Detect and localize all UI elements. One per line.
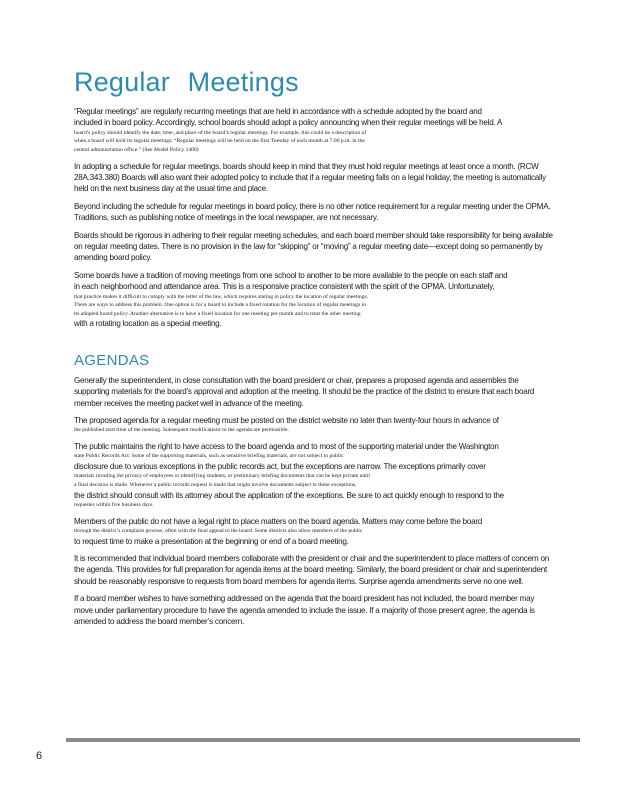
small-text-line: requester within five business days.	[74, 502, 154, 509]
paragraph-notice-requirement: Beyond including the schedule for regular meetings in board policy, there is no other notice requirement for a regular meeting under the OPMA. Traditions, such as publishing notice of meetings in the local newspaper, are not necessary.	[74, 201, 551, 223]
small-text-line: board’s policy should identify the date, time, and place of the board’s regular meetings. For example, this could be a description of	[74, 129, 367, 136]
small-text-line: that practice makes it difficult to comply with the letter of the law, which requires stating in policy the location of regular meetings.	[74, 293, 369, 300]
small-text-line: There are ways to address this problem. One option is for a board to include a fixed rotation for the location of regular meetings in	[74, 302, 366, 309]
page-title: Regular Meetings	[74, 67, 299, 97]
paragraph-adhering-schedules: Boards should be rigorous in adhering to their regular meeting schedules, and each board member should take responsibility for being available on regular meeting dates. There is no provision in the law for “skipping” or “moving” a regular meeting date—except doing so permanently by amending board policy.	[74, 230, 553, 263]
small-text-line: when a board will hold its regular meetings: “Regular meetings will be held on the first Tuesday of each month at 7:00 p.m. in the	[74, 138, 365, 145]
document-body	[74, 106, 554, 634]
paragraph-public-agenda-rights	[74, 516, 554, 547]
text-line: to request time to make a presentation at the beginning or end of a board meeting.	[74, 536, 349, 546]
paragraph-agenda-amendment: If a board member wishes to have something addressed on the agenda that the board president has not included, the board member may move under parliamentary procedure to have the agenda amended to include the issue. If a majority of those present agree, the agenda is amended to address the board member’s concern.	[74, 594, 535, 627]
small-text-line: its adopted board policy. Another alternative is to have a fixed location for one meeting per month and to treat the other meeting	[74, 310, 361, 317]
small-text-line: state Public Records Act. Some of the supporting materials, such as sensitive briefing materials, are not subject to public	[74, 453, 344, 460]
text-line: The public maintains the right to have access to the board agenda and to most of the supporting material under the Washington	[74, 442, 499, 452]
text-line: disclosure due to various exceptions in the public records act, but the exceptions are narrow. The exceptions primarily cover	[74, 462, 486, 472]
section-heading-agendas: AGENDAS	[74, 351, 150, 369]
small-text-line: materials invading the privacy of employees or identifying students, or preliminary briefing documents that can be kept private until	[74, 473, 370, 480]
text-line: “Regular meetings” are regularly recurring meetings that are held in accordance with a schedule adopted by the board and	[74, 107, 482, 116]
page-number: 6	[36, 750, 43, 762]
footer-divider	[66, 738, 580, 742]
paragraph-agenda-preparation: Generally the superintendent, in close consultation with the board president or chair, prepares a proposed agenda and assembles the supporting materials for the board’s approval and adoption at the meeting. It should be the practice of the district to ensure that each board member receives the meeting packet well in advance of the meeting.	[74, 375, 535, 408]
small-text-line: the published start time of the meeting. Subsequent modifications to the agenda are permissible.	[74, 427, 289, 434]
paragraph-meeting-schedule: In adopting a schedule for regular meetings, boards should keep in mind that they must hold regular meetings at least once a month. (RCW 28A.343.380) Boards will also want their adopted policy to include that if a regular meeting falls on a legal holiday, the meeting is automatically held on the next business day at the usual time and place.	[74, 161, 546, 194]
small-text-line: a final decision is made. Whenever a public records request is made that might involve documents subject to these exceptions,	[74, 482, 357, 489]
text-line: the district should consult with its attorney about the application of the exceptions. Be sure to act quickly enough to respond to the	[74, 490, 504, 500]
text-line: The proposed agenda for a regular meeting must be posted on the district website no later than twenty-four hours in advance of	[74, 416, 499, 426]
paragraph-regular-meetings-definition	[74, 106, 554, 155]
text-line: in each neighborhood and attendance area. This is a responsive practice consistent with the spirit of the OPMA. Unfortunately,	[74, 282, 495, 292]
text-line: with a rotating location as a special meeting.	[74, 319, 222, 329]
paragraph-agenda-posting	[74, 415, 554, 435]
paragraph-public-access	[74, 441, 554, 510]
paragraph-moving-meetings	[74, 270, 554, 330]
text-line: Members of the public do not have a legal right to place matters on the board agenda. Matters may come before the board	[74, 516, 483, 526]
paragraph-board-member-collaboration: It is recommended that individual board members collaborate with the president or chair and the superintendent to place matters of concern on the agenda. This provides for full preparation for agenda items at the board meeting. Similarly, the board president or chair and superintendent should be reasonably responsive to requests from board members for agenda items. Surprise agenda amendments serve no one well.	[74, 554, 549, 586]
text-line: Some boards have a tradition of moving meetings from one school to another to be more available to the people on each staff and	[74, 270, 508, 280]
text-line: included in board policy. Accordingly, school boards should adopt a policy announcing when their regular meetings will be held. A	[74, 118, 503, 128]
small-text-line: central administration office.” (See Model Policy 1400)	[74, 147, 199, 153]
small-text-line: through the district’s complaint process, often with the final appeal to the board. Some districts also allow members of the public	[74, 528, 363, 535]
